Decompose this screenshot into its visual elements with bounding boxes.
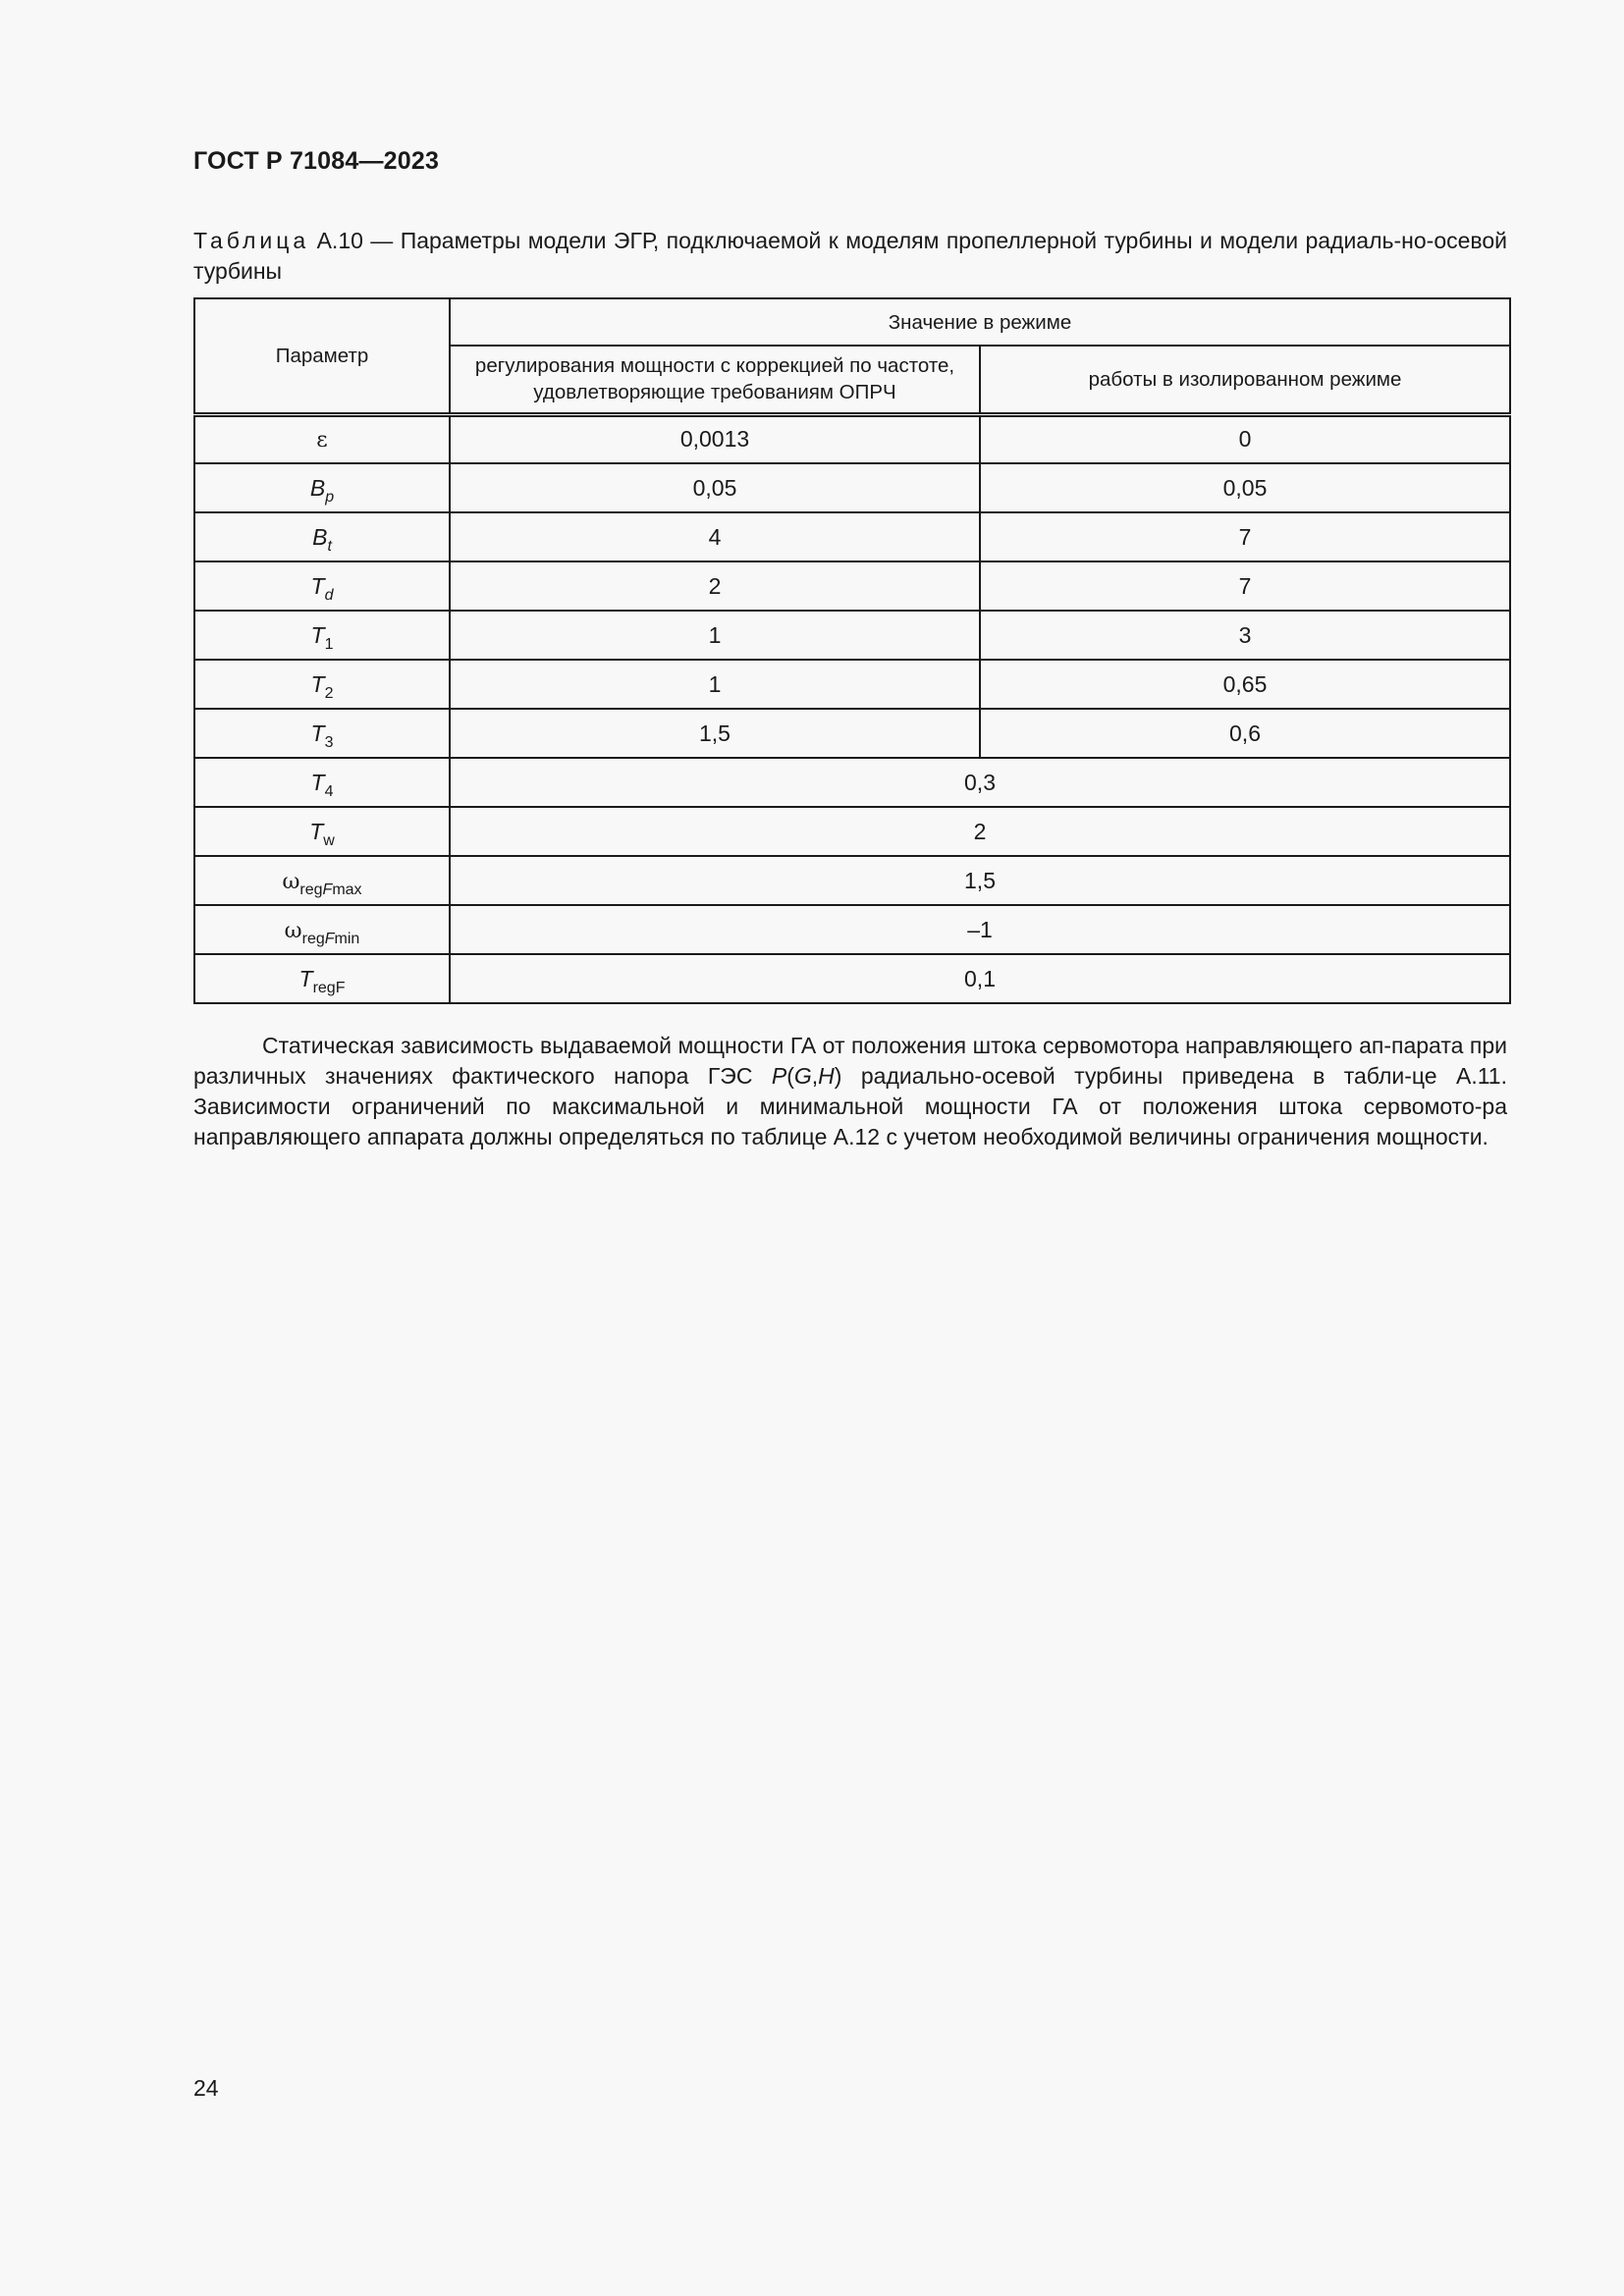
header-mode-group: Значение в режиме xyxy=(450,298,1510,346)
value-regulation: 4 xyxy=(450,512,980,561)
page-number: 24 xyxy=(193,2075,219,2101)
table-caption xyxy=(193,226,1507,287)
value-regulation: 0,0013 xyxy=(450,414,980,463)
param-bt: $B_t$ xyxy=(194,512,450,561)
document-header: ГОСТ Р 71084—2023 xyxy=(193,147,440,175)
param-epsilon: ε xyxy=(194,414,450,463)
value-regulation: 0,05 xyxy=(450,463,980,512)
table-row xyxy=(194,512,1510,561)
value-isolated: 0,05 xyxy=(980,463,1510,512)
caption-prefix: Таблица xyxy=(193,228,310,253)
value-common: 1,5 xyxy=(450,856,1510,905)
table-row xyxy=(194,758,1510,807)
body-paragraph xyxy=(193,1031,1507,1152)
param-t3: $T_3$ xyxy=(194,709,450,758)
value-isolated: 7 xyxy=(980,561,1510,611)
header-parameter: Параметр xyxy=(194,298,450,414)
value-isolated: 0,65 xyxy=(980,660,1510,709)
value-common: –1 xyxy=(450,905,1510,954)
table-row xyxy=(194,414,1510,463)
param-t1: $T_1$ xyxy=(194,611,450,660)
value-common: 2 xyxy=(450,807,1510,856)
value-common: 0,3 xyxy=(450,758,1510,807)
header-frequency-regulation: регулирования мощности с коррекцией по частоте, удовлетворяющие требованиям ОПРЧ xyxy=(450,346,980,414)
table-row xyxy=(194,905,1510,954)
table-row xyxy=(194,856,1510,905)
table-row xyxy=(194,954,1510,1003)
value-regulation: 2 xyxy=(450,561,980,611)
table-row xyxy=(194,807,1510,856)
table-row xyxy=(194,660,1510,709)
parameters-table xyxy=(193,297,1511,1004)
header-isolated-mode: работы в изолированном режиме xyxy=(980,346,1510,414)
caption-text: А.10 — Параметры модели ЭГР, подключаемой к моделям пропеллерной турбины и модели радиаль-но-осевой турбины xyxy=(193,228,1507,284)
param-tregf: $T_{regF}$ xyxy=(194,954,450,1003)
param-t4: $T_4$ xyxy=(194,758,450,807)
table-row xyxy=(194,463,1510,512)
value-isolated: 3 xyxy=(980,611,1510,660)
param-omega-regfmin: $\omega_{regFmin}$ xyxy=(194,905,450,954)
table-row xyxy=(194,561,1510,611)
value-isolated: 0 xyxy=(980,414,1510,463)
param-td: $T_d$ xyxy=(194,561,450,611)
value-isolated: 0,6 xyxy=(980,709,1510,758)
param-omega-regfmax: $\omega_{regFmax}$ xyxy=(194,856,450,905)
table-row xyxy=(194,709,1510,758)
value-regulation: 1,5 xyxy=(450,709,980,758)
param-tw: $T_w$ xyxy=(194,807,450,856)
value-isolated: 7 xyxy=(980,512,1510,561)
param-bp: $B_p$ xyxy=(194,463,450,512)
paragraph-text: Статическая зависимость выдаваемой мощности ГА от положения штока сервомотора направляющего ап-парата при различных значениях фактического напора ГЭС P(G,H) радиально-осевой турбины приведена в табли-це А.11. Зависимости ограничений по максимальной и минимальной мощности ГА от положения штока сервомото-ра направляющего аппарата должны определяться по таблице А.12 с учетом необходимой величины ограничения мощности. xyxy=(193,1033,1507,1149)
param-t2: $T_2$ xyxy=(194,660,450,709)
value-regulation: 1 xyxy=(450,611,980,660)
value-common: 0,1 xyxy=(450,954,1510,1003)
table-row xyxy=(194,611,1510,660)
value-regulation: 1 xyxy=(450,660,980,709)
